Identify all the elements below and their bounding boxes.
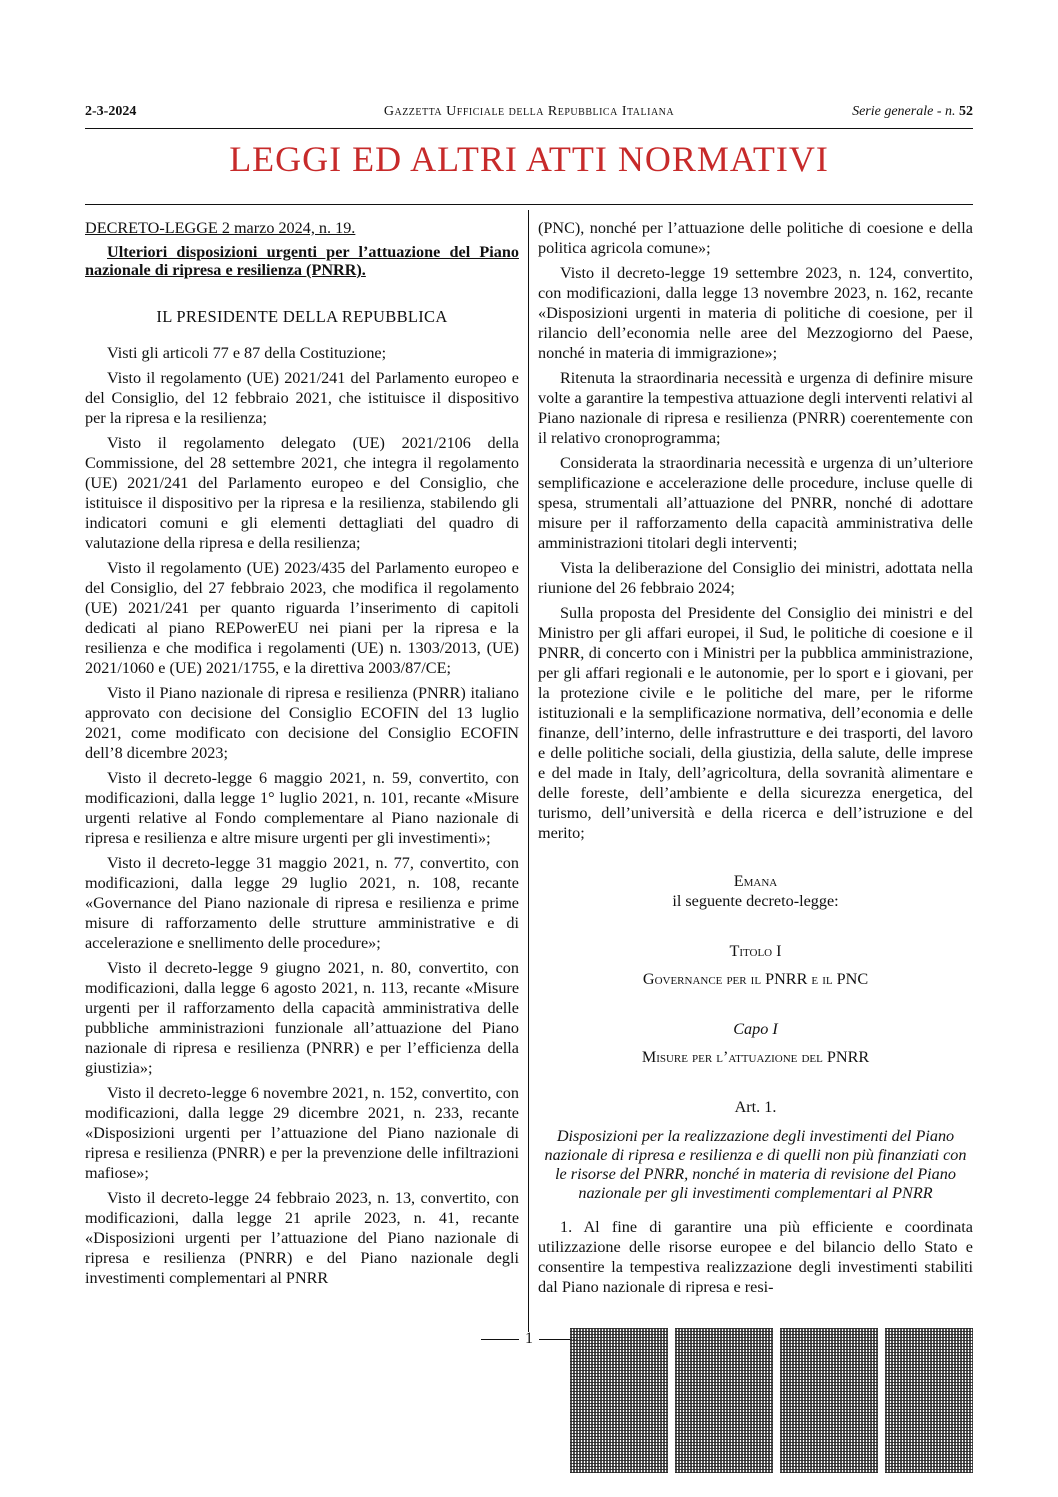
titolo-subheading: Governance per il PNRR e il PNC [642, 970, 869, 988]
page-header [85, 104, 973, 126]
decree-title: DECRETO-LEGGE 2 marzo 2024, n. 19. [85, 219, 356, 237]
recital-paragraph: Visto il decreto-legge 24 febbraio 2023, n. 13, convertito, con modificazioni, dalla legge 21 aprile 2023, n. 41, recante «Disposizioni urgenti per l’attuazione del Piano nazionale di ripresa e resilienza (PNRR) e del Piano nazionale degli investimenti complementari al PNRR [85, 1189, 519, 1287]
datamatrix-code [570, 1328, 668, 1473]
header-publication: Gazzetta Ufficiale della Repubblica Italiana [383, 104, 675, 119]
article-paragraph: 1. Al fine di garantire una più efficiente e coordinata utilizzazione delle risorse europee e del bilancio dello Stato e consentire la tempestiva realizzazione degli investimenti stabiliti dal Piano nazionale di ripresa e resi- [538, 1218, 973, 1296]
recital-continuation: (PNC), nonché per l’attuazione delle politiche di coesione e della politica agricola comune»; [538, 219, 973, 257]
decree-subtitle: Ulteriori disposizioni urgenti per l’attuazione del Piano nazionale di ripresa e resilienza (PNRR). [85, 243, 519, 279]
capo-heading: Capo I [733, 1020, 778, 1038]
left-column [85, 218, 519, 1293]
article-number: Art. 1. [734, 1098, 777, 1116]
header-series [852, 104, 973, 120]
recital-paragraph: Visto il decreto-legge 6 novembre 2021, n. 152, convertito, con modificazioni, dalla legge 29 dicembre 2021, n. 233, recante «Disposizioni urgenti per l’attuazione del Piano nazionale di ripresa e resilienza (PNRR) e per la prevenzione delle infiltrazioni mafiose»; [85, 1084, 519, 1182]
titolo-heading: Titolo I [729, 942, 782, 960]
emana-heading: Emana [733, 872, 778, 890]
series-number: 52 [959, 104, 973, 119]
column-divider [528, 210, 529, 1332]
right-column [538, 218, 973, 1302]
recital-paragraph: Visto il decreto-legge 19 settembre 2023, n. 124, convertito, con modificazioni, dalla legge 13 novembre 2023, n. 162, recante «Disposizioni urgenti in materia di politiche di coesione, per il rilancio dell’economia nelle aree del Mezzogiorno del Paese, nonché in materia di immigrazione»; [538, 264, 973, 362]
footer-dash-left [481, 1339, 519, 1340]
section-banner: LEGGI ED ALTRI ATTI NORMATIVI [229, 139, 829, 179]
president-heading: IL PRESIDENTE DELLA REPUBBLICA [156, 307, 448, 326]
datamatrix-code [885, 1328, 973, 1473]
recital-paragraph: Visto il decreto-legge 31 maggio 2021, n. 77, convertito, con modificazioni, dalla legge 29 luglio 2021, n. 108, recante «Governance del Piano nazionale di ripresa e resilienza e prime misure di rafforzamento delle strutture amministrative e di accelerazione e snellimento delle procedure»; [85, 854, 519, 952]
datamatrix-code [675, 1328, 773, 1473]
header-rule [85, 128, 973, 129]
recital-paragraph: Visto il regolamento (UE) 2023/435 del Parlamento europeo e del Consiglio, del 27 febbraio 2023, che modifica il regolamento (UE) 2021/241 per quanto riguarda l’inserimento di capitoli dedicati al piano REPowerEU nei piani per la ripresa e la resilienza e che modifica i regolamenti (UE) n. 1303/2013, (UE) 2021/1060 e (UE) 2021/1755, e la direttiva 2003/87/CE; [85, 559, 519, 677]
recital-paragraph: Visto il regolamento delegato (UE) 2021/2106 della Commissione, del 28 settembre 2021, che integra il regolamento (UE) 2021/241 del Parlamento europeo e del Consiglio, che istituisce il dispositivo per la ripresa e la resilienza, stabilendo gli indicatori comuni e gli elementi dettagliati del quadro di valutazione della ripresa e della resilienza; [85, 434, 519, 552]
recital-paragraph: Visti gli articoli 77 e 87 della Costituzione; [107, 344, 387, 362]
page-number: 1 [525, 1330, 533, 1347]
recital-paragraph: Visto il regolamento (UE) 2021/241 del Parlamento europeo e del Consiglio, del 12 febbraio 2021, che istituisce il dispositivo per la ripresa e la resilienza; [85, 369, 519, 427]
header-date: 2-3-2024 [85, 104, 137, 119]
emana-subheading: il seguente decreto-legge: [672, 892, 839, 910]
recital-paragraph: Vista la deliberazione del Consiglio dei ministri, adottata nella riunione del 26 febbraio 2024; [538, 559, 973, 597]
article-heading: Disposizioni per la realizzazione degli investimenti del Piano nazionale di ripresa e resilienza e di quelli non più finanziati con le risorse del PNRR, nonché in materia di revisione del Piano nazionale per gli investimenti complementari al PNRR [544, 1127, 967, 1202]
banner-rule [85, 204, 973, 205]
recital-paragraph: Ritenuta la straordinaria necessità e urgenza di definire misure volte a garantire la tempestiva attuazione degli interventi relativi al Piano nazionale di ripresa e resilienza (PNRR) coerentemente con il relativo cronoprogramma; [538, 369, 973, 447]
recital-paragraph: Sulla proposta del Presidente del Consiglio dei ministri e del Ministro per gli affari europei, il Sud, le politiche di coesione e il PNRR, di concerto con i Ministri per la pubblica amministrazione, per gli affari regionali e le autonomie, per lo sport e i giovani, per la protezione civile e le politiche del mare, per le riforme istituzionali e la semplificazione normativa, dell’economia e delle finanze, dell’interno, delle infrastrutture e dei trasporti, del lavoro e delle politiche sociali, della giustizia, della salute, delle imprese e del made in Italy, dell’agricoltura, della sovranità alimentare e delle foreste, dell’ambiente e della sicurezza energetica, del turismo, dell’università e della ricerca e dell’istruzione e del merito; [538, 604, 973, 842]
recital-paragraph: Visto il decreto-legge 6 maggio 2021, n. 59, convertito, con modificazioni, dalla legge 1° luglio 2021, n. 101, recante «Misure urgenti relative al Fondo complementare al Piano nazionale di ripresa e resilienza e altre misure urgenti per gli investimenti»; [85, 769, 519, 847]
capo-subheading: Misure per l’attuazione del PNRR [641, 1048, 870, 1066]
recital-paragraph: Considerata la straordinaria necessità e urgenza di un’ulteriore semplificazione e accelerazione delle procedure, incluse quelle di spesa, strumentali all’attuazione del PNRR, nonché di adottare misure per il rafforzamento della capacità amministrativa delle amministrazioni titolari degli interventi; [538, 454, 973, 552]
series-label: Serie generale [852, 104, 934, 119]
series-separator: - n. [933, 104, 959, 119]
datamatrix-code [780, 1328, 878, 1473]
recital-paragraph: Visto il decreto-legge 9 giugno 2021, n. 80, convertito, con modificazioni, dalla legge 6 agosto 2021, n. 113, recante «Misure urgenti per il rafforzamento della capacità amministrativa delle pubbliche amministrazioni funzionale all’attuazione del Piano nazionale di ripresa e resilienza (PNRR) e per l’efficienza della giustizia»; [85, 959, 519, 1077]
recital-paragraph: Visto il Piano nazionale di ripresa e resilienza (PNRR) italiano approvato con decisione del Consiglio ECOFIN del 13 luglio 2021, come modificato con decisione del Consiglio ECOFIN dell’8 dicembre 2023; [85, 684, 519, 762]
